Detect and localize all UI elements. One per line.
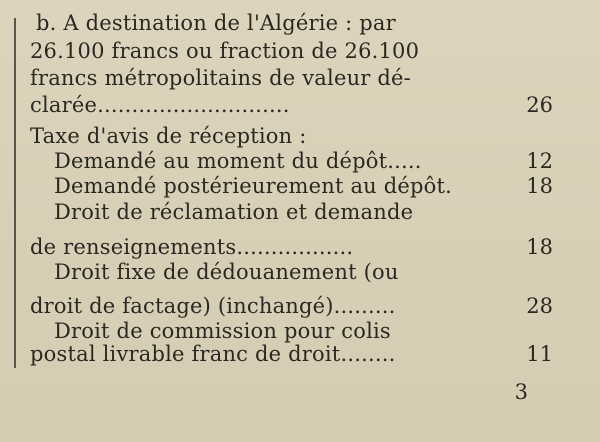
text-line: b. A destination de l'Algérie : par (36, 11, 396, 35)
value: 18 (526, 235, 553, 259)
value: 26 (526, 93, 553, 117)
text-line: 26.100 francs ou fraction de 26.100 (30, 39, 420, 63)
text-line: Droit fixe de dédouanement (ou (54, 260, 399, 284)
value: 12 (526, 149, 553, 173)
text-line: de renseignements................. (30, 235, 354, 259)
text-line: Demandé au moment du dépôt..... (54, 149, 422, 173)
text-line: Droit de commission pour colis (54, 319, 391, 343)
value: 18 (526, 174, 553, 198)
text-line: postal livrable franc de droit........ (30, 342, 396, 366)
text-line: clarée............................ (30, 93, 290, 117)
text-line: Demandé postérieurement au dépôt. (54, 174, 453, 198)
text-line: droit de factage) (inchangé)......... (30, 294, 396, 318)
page-number: 3 (514, 380, 528, 404)
text-line: francs métropolitains de valeur dé- (30, 66, 411, 90)
value: 28 (526, 294, 553, 318)
value: 11 (526, 342, 553, 366)
margin-rule (14, 18, 16, 368)
section-heading: Taxe d'avis de réception : (30, 124, 307, 148)
text-line: Droit de réclamation et demande (54, 200, 414, 224)
